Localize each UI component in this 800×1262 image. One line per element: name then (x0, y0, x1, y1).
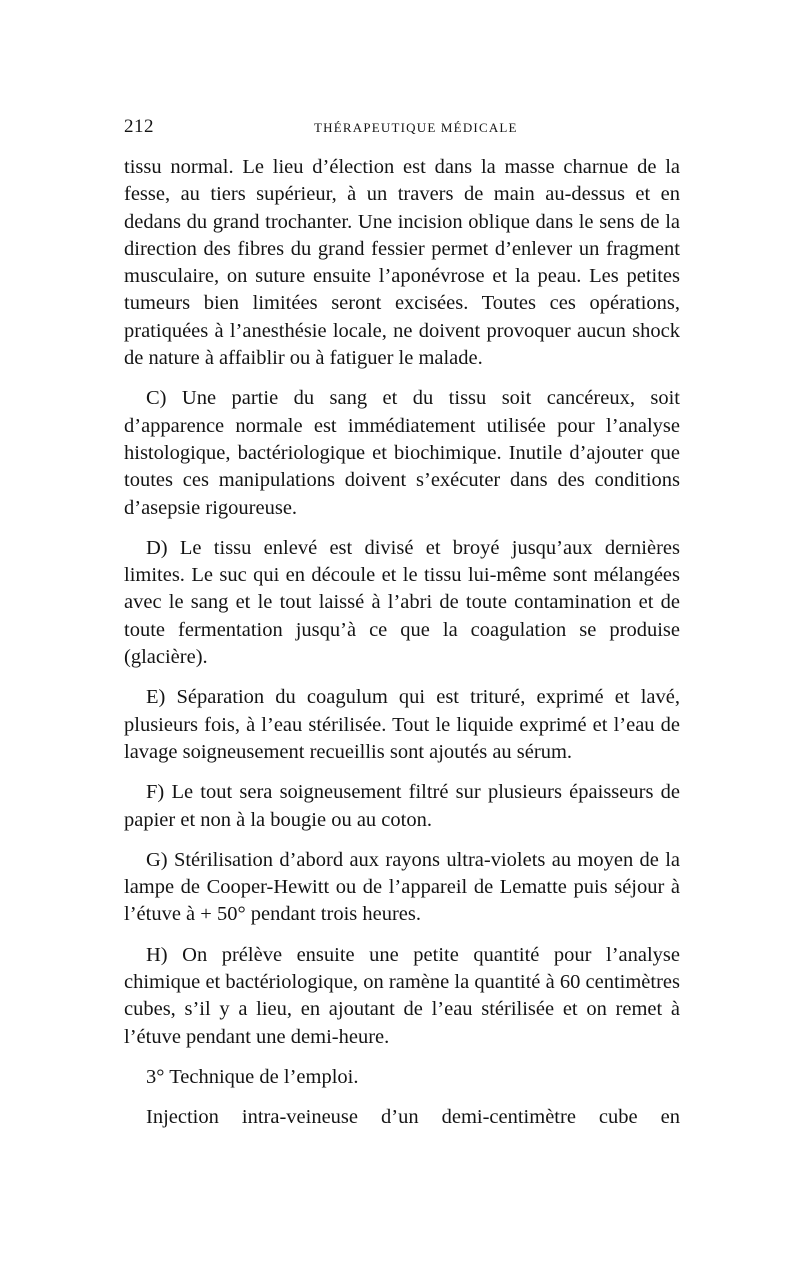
running-head (124, 116, 680, 140)
paragraph-injection: Injection intra-veineuse d’un demi-centimètre cube en (146, 1106, 680, 1129)
paragraph-d: D) Le tissu enlevé est divisé et broyé jusqu’aux dernières limites. Le suc qui en découle et le tissu lui-même sont mélangées avec le sang et le tout laissé à l’abri de toute contamination et de toute fermentation jusqu’à ce que la coagulation se produise (glacière). (124, 536, 680, 669)
paragraph-g: G) Stérilisation d’abord aux rayons ultra-violets au moyen de la lampe de Cooper-Hewitt ou de l’appareil de Lematte puis séjour à l’étuve à + 50° pendant trois heures. (124, 848, 680, 926)
body-text (124, 154, 680, 1145)
paragraph-continuation: tissu normal. Le lieu d’élection est dans la masse charnue de la fesse, au tiers supérieur, à un travers de main au-dessus et en dedans du grand trochanter. Une incision oblique dans le sens de la direction des fibres du grand fessier permet d’enlever un fragment musculaire, on suture ensuite l’aponévrose et la peau. Les petites tumeurs bien limitées seront excisées. Toutes ces opérations, pratiquées à l’anesthésie locale, ne doivent provoquer aucun shock de nature à affaiblir ou à fatiguer le malade. (124, 156, 680, 370)
section-heading-technique: 3° Technique de l’emploi. (146, 1065, 359, 1088)
paragraph-c: C) Une partie du sang et du tissu soit cancéreux, soit d’apparence normale est immédiatement utilisée pour l’analyse histologique, bactériologique et biochimique. Inutile d’ajouter que toutes ces manipulations doivent s’exécuter dans des conditions d’asepsie rigoureuse. (124, 387, 680, 519)
paragraph-f: F) Le tout sera soigneusement filtré sur plusieurs épaisseurs de papier et non à la bougie ou au coton. (124, 781, 680, 831)
paragraph-h: H) On prélève ensuite une petite quantité pour l’analyse chimique et bactériologique, on ramène la quantité à 60 centimètres cubes, s’il y a lieu, en ajoutant de l’eau stérilisée et on remet à l’étuve pendant une demi-heure. (124, 943, 680, 1048)
paragraph-e: E) Séparation du coagulum qui est trituré, exprimé et lavé, plusieurs fois, à l’eau stérilisée. Tout le liquide exprimé et l’eau de lavage soigneusement recueillis sont ajoutés au sérum. (124, 686, 680, 763)
running-title: THÉRAPEUTIQUE MÉDICALE (314, 120, 518, 135)
page-number: 212 (124, 116, 154, 137)
